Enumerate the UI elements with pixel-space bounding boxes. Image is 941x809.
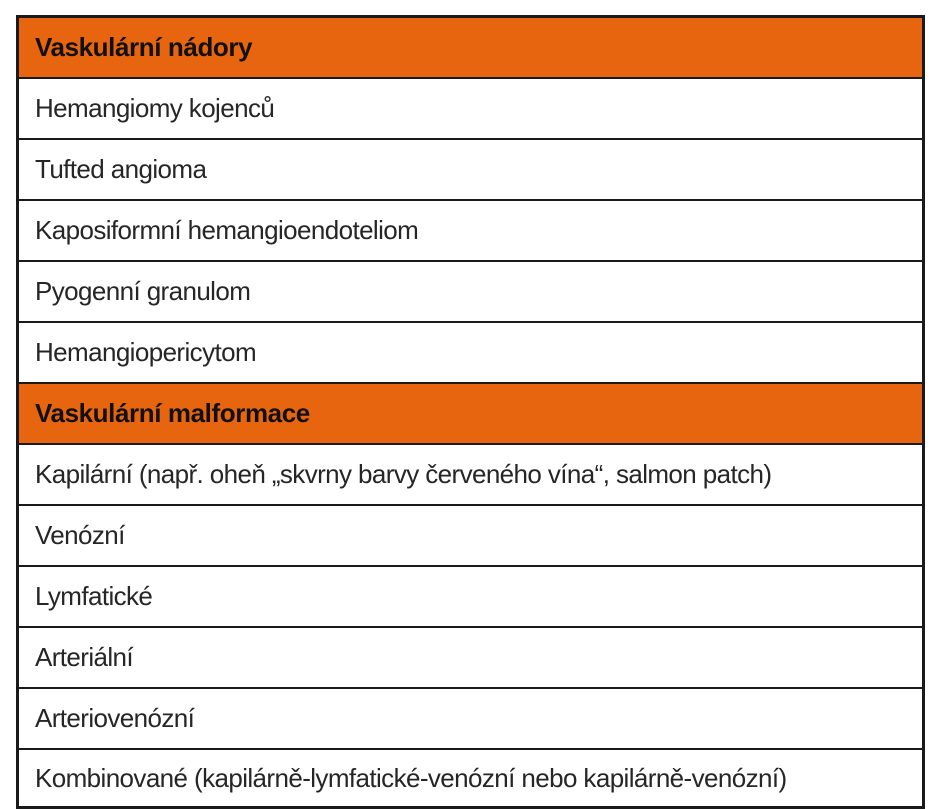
row-text: Arteriovenózní [35,703,195,733]
table-row [19,138,922,199]
table-row [19,321,922,382]
row-text: Tufted angioma [35,154,207,184]
table-row [19,748,922,806]
row-text: Kombinované (kapilárně-lymfatické-venózní nebo kapilárně-venózní) [35,762,787,793]
section-header-vascular-tumors [19,18,922,77]
row-text: Kapilární (např. oheň „skvrny barvy červeného vína“, salmon patch) [35,459,772,489]
section-header-vascular-malformations [19,382,922,443]
table-row [19,687,922,748]
section-title: Vaskulární malformace [35,398,310,428]
table-row [19,77,922,138]
table-row [19,565,922,626]
row-text: Venózní [35,520,125,550]
row-text: Hemangiopericytom [35,337,257,367]
table-row [19,199,922,260]
section-title: Vaskulární nádory [35,32,253,62]
table-row [19,260,922,321]
table-row [19,504,922,565]
classification-table [16,15,925,809]
table-row [19,626,922,687]
row-text: Pyogenní granulom [35,276,251,306]
row-text: Kaposiformní hemangioendoteliom [35,215,419,245]
table-row [19,443,922,504]
row-text: Hemangiomy kojenců [35,93,275,123]
row-text: Arteriální [35,642,134,672]
row-text: Lymfatické [35,581,153,611]
